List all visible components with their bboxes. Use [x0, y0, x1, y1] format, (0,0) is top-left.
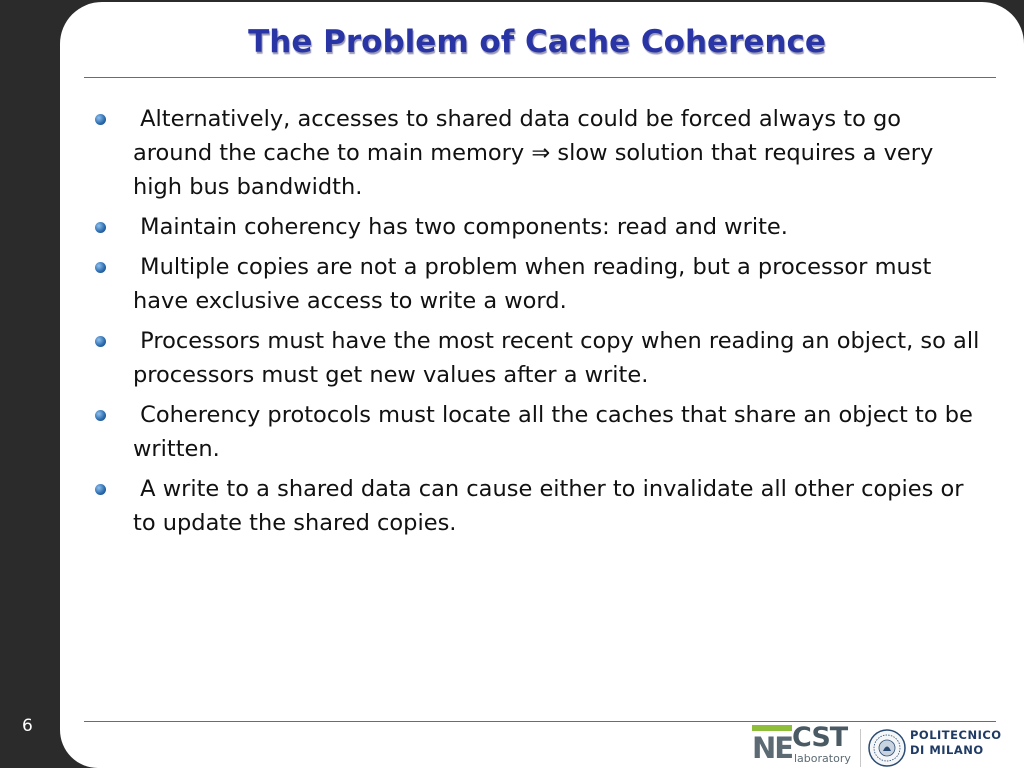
university-seal-icon — [868, 729, 906, 767]
bullet-dot-icon — [95, 262, 106, 273]
bullet-text: Processors must have the most recent copy when reading an object, so all processors must get new values after a write. — [133, 328, 980, 388]
bullet-dot-icon — [95, 222, 106, 233]
bullet-dot-icon — [95, 484, 106, 495]
footer-divider — [84, 721, 996, 722]
necst-logo — [752, 722, 856, 768]
slide-title: The Problem of Cache Coherence — [248, 24, 826, 60]
bullet-list — [133, 102, 983, 546]
polimi-logo-line1: POLITECNICO — [910, 728, 1002, 742]
bullet-dot-icon — [95, 336, 106, 347]
bullet-item — [133, 324, 983, 392]
title-divider — [84, 77, 996, 78]
bullet-text: Maintain coherency has two components: read and write. — [133, 214, 788, 240]
necst-logo-cst: CST — [792, 722, 848, 753]
polimi-logo — [910, 728, 1002, 758]
necst-logo-sub: laboratory — [794, 752, 851, 765]
bullet-text: Multiple copies are not a problem when reading, but a processor must have exclusive access to write a word. — [133, 254, 932, 314]
slide — [60, 2, 1024, 768]
bullet-item — [133, 102, 983, 204]
page-number: 6 — [22, 716, 33, 736]
necst-logo-ne: NE — [752, 731, 793, 765]
bullet-item — [133, 398, 983, 466]
bullet-text: A write to a shared data can cause either to invalidate all other copies or to update the shared copies. — [133, 476, 964, 536]
bullet-text: Coherency protocols must locate all the caches that share an object to be written. — [133, 402, 973, 462]
logo-divider — [860, 729, 861, 767]
bullet-item — [133, 472, 983, 540]
bullet-dot-icon — [95, 114, 106, 125]
bullet-item — [133, 250, 983, 318]
bullet-text: Alternatively, accesses to shared data could be forced always to go around the cache to main memory ⇒ slow solution that requires a very high bus bandwidth. — [133, 106, 934, 200]
polimi-logo-line2: DI MILANO — [910, 743, 984, 757]
bullet-dot-icon — [95, 410, 106, 421]
bullet-item — [133, 210, 983, 244]
